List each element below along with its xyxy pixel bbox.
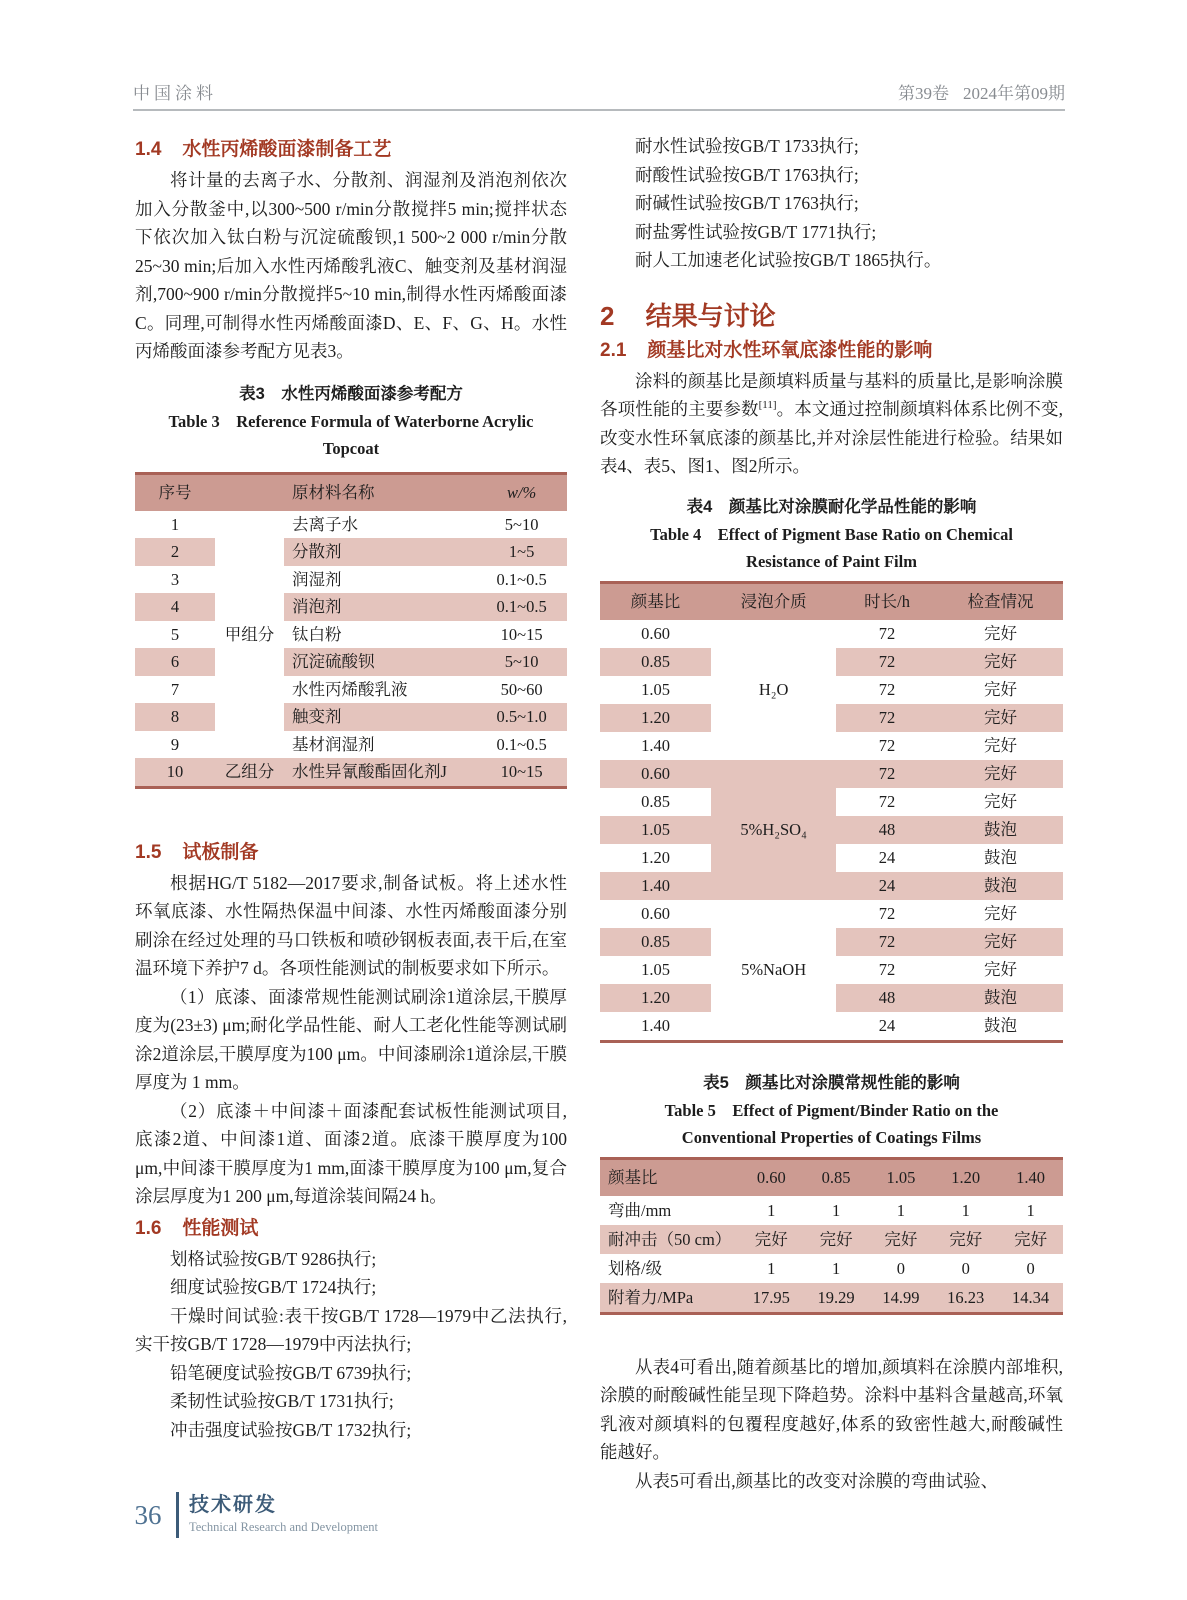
table5-header-row bbox=[600, 1158, 1063, 1196]
table-cell: 2 bbox=[135, 538, 215, 566]
table-cell: 完好 bbox=[933, 1225, 998, 1254]
table-cell: 9 bbox=[170, 734, 180, 754]
group-a-cell: 甲组分 bbox=[215, 511, 284, 759]
paragraph-2-1 bbox=[600, 367, 1063, 481]
table-row bbox=[600, 900, 1063, 928]
text-block: 涂料的颜基比是颜填料质量与基料的质量比,是影响涂膜各项性能的主要参数 bbox=[600, 370, 1063, 419]
table-cell: 72 bbox=[836, 704, 938, 732]
table-cell: 4 bbox=[135, 593, 215, 621]
test-item: 耐酸性试验按GB/T 1763执行; bbox=[635, 164, 859, 185]
section-heading-1-5 bbox=[135, 839, 567, 867]
group-b-cell: 乙组分 bbox=[215, 758, 284, 787]
table-cell: 72 bbox=[878, 623, 896, 643]
footer-section-en: Technical Research and Development bbox=[189, 1520, 378, 1534]
table-cell: 1 bbox=[767, 1258, 776, 1278]
section-heading-1-6 bbox=[135, 1215, 567, 1243]
text-block: 1.5 bbox=[135, 841, 162, 863]
table-cell: 基材润湿剂 bbox=[292, 734, 375, 754]
table4 bbox=[600, 581, 1063, 1043]
table-row bbox=[135, 538, 567, 566]
table-cell: 颜基比 bbox=[600, 582, 711, 620]
table-row bbox=[135, 703, 567, 731]
table-cell: 0.85 bbox=[600, 928, 711, 956]
table-cell: 完好 bbox=[938, 760, 1063, 788]
table-row bbox=[600, 1225, 1063, 1254]
table-cell: 润湿剂 bbox=[292, 569, 342, 589]
test-item: 耐水性试验按GB/T 1733执行; bbox=[635, 136, 859, 156]
table-cell: 1.40 bbox=[641, 735, 670, 755]
table-row bbox=[135, 758, 567, 787]
table-cell: 完好 bbox=[804, 1225, 869, 1254]
table-cell: 1 bbox=[961, 1200, 970, 1220]
paragraph-discussion-t4: 从表4可看出,随着颜基比的增加,颜填料在涂膜内部堆积,涂膜的耐酸碱性能呈现下降趋势。涂料中基料含量越高,环氧乳液对颜填料的包覆程度越好,体系的致密性越大,耐酸碱性能越好。 bbox=[600, 1356, 1063, 1462]
table3 bbox=[135, 472, 567, 789]
table-cell: 0.60 bbox=[641, 623, 670, 643]
table-cell: 0.60 bbox=[600, 760, 711, 788]
table-cell: 完好 bbox=[983, 623, 1017, 643]
paragraph-1-5a: 根据HG/T 5182—2017要求,制备试板。将上述水性环氧底漆、水性隔热保温中间漆、水性丙烯酸面漆分别刷涂在经过处理的马口铁板和喷砂钢板表面,表干后,在室温环境下养护7 d。各项性能测试的制板要求如下所示。 bbox=[135, 872, 567, 978]
table-cell: 1 bbox=[170, 514, 180, 534]
table-cell: 1.40 bbox=[600, 872, 711, 900]
footer-divider bbox=[176, 1492, 179, 1538]
table-cell: 完好 bbox=[938, 648, 1063, 676]
left-column bbox=[135, 132, 567, 1444]
table-cell: 1.05 bbox=[869, 1158, 934, 1196]
text-block: 试板制备 bbox=[182, 841, 259, 863]
table-cell: 0.60 bbox=[739, 1158, 804, 1196]
table-cell: 触变剂 bbox=[284, 703, 476, 731]
table-cell: 10 bbox=[135, 758, 215, 787]
table-row bbox=[600, 760, 1063, 788]
table4-title-cn: 表4 颜基比对涂膜耐化学品性能的影响 bbox=[686, 497, 977, 516]
table-cell: 72 bbox=[878, 791, 896, 811]
table-cell: 完好 bbox=[983, 735, 1017, 755]
table-cell bbox=[215, 473, 284, 511]
table-cell: 弯曲/mm bbox=[608, 1200, 672, 1220]
table-cell: 0.85 bbox=[641, 791, 670, 811]
table-cell: 完好 bbox=[938, 928, 1063, 956]
table-cell: 消泡剂 bbox=[284, 593, 476, 621]
text-block bbox=[135, 473, 567, 787]
table-cell: 完好 bbox=[983, 903, 1017, 923]
table5-title-en: Table 5 Effect of Pigment/Binder Ratio on the bbox=[664, 1100, 999, 1120]
table-cell: 沉淀硫酸钡 bbox=[284, 648, 476, 676]
test-item: 柔韧性试验按GB/T 1731执行; bbox=[170, 1391, 394, 1411]
table-cell: 24 bbox=[878, 847, 896, 867]
page-number: 36 bbox=[134, 1500, 162, 1530]
section-heading-1-4 bbox=[135, 136, 567, 164]
table-cell: 5 bbox=[170, 624, 180, 644]
table-cell: 1~5 bbox=[476, 538, 567, 566]
table3-title-en: Table 3 Reference Formula of Waterborne Acrylic bbox=[168, 411, 534, 431]
table-cell: 1 bbox=[1026, 1200, 1035, 1220]
table-cell: 1 bbox=[896, 1200, 906, 1220]
table-cell: 5~10 bbox=[476, 648, 567, 676]
table-row bbox=[600, 1196, 1063, 1225]
table-cell: 0.85 bbox=[600, 648, 711, 676]
table-cell: 水性丙烯酸乳液 bbox=[292, 679, 408, 699]
text-block: 1.4 bbox=[135, 139, 162, 160]
table5 bbox=[600, 1157, 1063, 1315]
text-block: 。本文通过控制颜填料体系比例不变,改变水性环氧底漆的颜基比,并对涂层性能进行检验。结果如表4、表5、图1、图2所示。 bbox=[600, 399, 1063, 476]
test-item: 耐碱性试验按GB/T 1763执行; bbox=[635, 193, 859, 213]
table-cell: 完好 bbox=[739, 1225, 804, 1254]
table-cell: 鼓泡 bbox=[938, 872, 1063, 900]
table-row bbox=[135, 648, 567, 676]
table-cell: 1.05 bbox=[600, 816, 711, 844]
table-row bbox=[135, 566, 567, 594]
table4-title-en2: Resistance of Paint Film bbox=[746, 551, 917, 571]
table-cell: 48 bbox=[836, 816, 938, 844]
table-cell: 10~15 bbox=[500, 624, 543, 644]
table-cell: 1 bbox=[831, 1200, 841, 1220]
table-cell: 14.99 bbox=[869, 1283, 934, 1314]
table-cell: 1.20 bbox=[600, 704, 711, 732]
table-cell: 附着力/MPa bbox=[600, 1283, 739, 1314]
table-cell: 14.34 bbox=[998, 1283, 1063, 1314]
table-row bbox=[135, 621, 567, 649]
table-cell: 6 bbox=[135, 648, 215, 676]
table-cell: 24 bbox=[836, 872, 938, 900]
table-cell: 8 bbox=[135, 703, 215, 731]
text-block: 颜基比对水性环氧底漆性能的影响 bbox=[647, 339, 933, 361]
table-cell: 鼓泡 bbox=[938, 816, 1063, 844]
table3-header-row bbox=[135, 473, 567, 511]
table4-header-row bbox=[600, 582, 1063, 620]
issue-text: 2024年第09期 bbox=[963, 84, 1065, 103]
table-cell: 72 bbox=[836, 760, 938, 788]
paragraph-1-5b: （1）底漆、面漆常规性能测试刷涂1道涂层,干膜厚度为(23±3) μm;耐化学品性能、耐人工老化性能等测试刷涂2道涂层,干膜厚度为100 μm。中间漆刷涂1道涂层,干膜厚度为 1 mm。 bbox=[135, 986, 567, 1092]
table-cell: 48 bbox=[836, 984, 938, 1012]
table-cell: 0.1~0.5 bbox=[496, 569, 547, 589]
test-item: 耐盐雾性试验按GB/T 1771执行; bbox=[635, 221, 877, 242]
journal-name: 中国涂料 bbox=[133, 84, 217, 103]
test-item: 冲击强度试验按GB/T 1732执行; bbox=[170, 1419, 412, 1440]
test-item: 划格试验按GB/T 9286执行; bbox=[170, 1248, 377, 1269]
table-cell: 1 bbox=[831, 1258, 841, 1278]
table-cell: 5~10 bbox=[504, 514, 539, 534]
table-cell: 1.40 bbox=[998, 1158, 1063, 1196]
table5-title bbox=[600, 1069, 1063, 1151]
table-cell: 完好 bbox=[983, 679, 1017, 699]
volume-issue bbox=[898, 79, 1065, 104]
table-cell: 完好 bbox=[998, 1225, 1063, 1254]
test-item: 细度试验按GB/T 1724执行; bbox=[170, 1277, 377, 1297]
table-row bbox=[600, 1283, 1063, 1314]
table-cell: 19.29 bbox=[804, 1283, 869, 1314]
table-cell: 1.20 bbox=[933, 1158, 998, 1196]
table-cell: 1 bbox=[767, 1200, 776, 1220]
paragraph-1-4: 将计量的去离子水、分散剂、润湿剂及消泡剂依次加入分散釜中,以300~500 r/min分散搅拌5 min;搅拌状态下依次加入钛白粉与沉淀硫酸钡,1 500~2 000 r/min分散25~30 min;后加入水性丙烯酸乳液C、触变剂及基材润湿剂,700~900 r/min分散搅拌5~10 min,制得水性丙烯酸面漆C。同理,可制得水性丙烯酸面漆D、E、F、G、H。水性丙烯酸面漆参考配方见表3。 bbox=[135, 170, 567, 361]
table-cell: w/% bbox=[476, 473, 567, 511]
table-cell: 72 bbox=[878, 735, 896, 755]
text-block: 水性丙烯酸面漆制备工艺 bbox=[182, 139, 392, 160]
text-block: 结果与讨论 bbox=[645, 300, 776, 331]
table3-title-en2: Topcoat bbox=[322, 438, 380, 458]
section-heading-2-1 bbox=[600, 337, 1063, 365]
table-cell: 17.95 bbox=[739, 1283, 804, 1314]
table-cell: 0.85 bbox=[804, 1158, 869, 1196]
text-block: 2 bbox=[600, 300, 615, 331]
text-block: 性能测试 bbox=[182, 1217, 259, 1239]
table-row bbox=[135, 511, 567, 539]
table3-title bbox=[135, 380, 567, 462]
table-cell: 完好 bbox=[983, 791, 1017, 811]
text-block: 1.6 bbox=[135, 1217, 162, 1239]
table-cell: 1.20 bbox=[641, 847, 670, 867]
table-cell: 完好 bbox=[869, 1225, 934, 1254]
table5-title-en2: Conventional Properties of Coatings Films bbox=[681, 1127, 982, 1147]
table-cell: 检查情况 bbox=[938, 582, 1063, 620]
section-heading-2 bbox=[600, 299, 1063, 333]
table-cell: 鼓泡 bbox=[938, 984, 1063, 1012]
table-cell: 50~60 bbox=[500, 679, 543, 699]
table5-title-cn: 表5 颜基比对涂膜常规性能的影响 bbox=[703, 1073, 960, 1092]
table-cell: 0.5~1.0 bbox=[476, 703, 567, 731]
table-cell: 1.05 bbox=[641, 959, 670, 979]
table-cell: 16.23 bbox=[933, 1283, 998, 1314]
table-cell: 1.05 bbox=[641, 679, 670, 699]
table-cell: 耐冲击（50 cm） bbox=[600, 1225, 739, 1254]
table-cell: 1.20 bbox=[600, 984, 711, 1012]
medium-h2o-cell: H₂O bbox=[711, 620, 836, 760]
table3-title-cn: 表3 水性丙烯酸面漆参考配方 bbox=[239, 384, 463, 403]
table-cell: 72 bbox=[878, 903, 896, 923]
table-cell: 0.60 bbox=[641, 903, 670, 923]
citation-ref: [11] bbox=[758, 399, 777, 412]
test-item: 铅笔硬度试验按GB/T 6739执行; bbox=[170, 1362, 412, 1383]
table-cell: 完好 bbox=[983, 959, 1017, 979]
table-cell: 原材料名称 bbox=[284, 473, 476, 511]
table-row bbox=[135, 731, 567, 759]
paragraph-1-5c: （2）底漆＋中间漆＋面漆配套试板性能测试项目,底漆2道、中间漆1道、面漆2道。底漆干膜厚度为100 μm,中间漆干膜厚度为1 mm,面漆干膜厚度为100 μm,复合涂层厚度为1 200 μm,每道涂装间隔24 h。 bbox=[135, 1100, 567, 1206]
footer-section bbox=[189, 1492, 378, 1536]
table-cell: 0 bbox=[961, 1258, 970, 1278]
text-block: 2.1 bbox=[600, 339, 627, 361]
volume-text: 第39卷 bbox=[898, 84, 949, 103]
table-cell: 浸泡介质 bbox=[711, 582, 836, 620]
table-row bbox=[600, 620, 1063, 648]
table-row bbox=[135, 676, 567, 704]
table-cell: 0.1~0.5 bbox=[496, 734, 547, 754]
table-cell: 分散剂 bbox=[284, 538, 476, 566]
table-cell: 10~15 bbox=[476, 758, 567, 787]
table-cell: 去离子水 bbox=[292, 514, 359, 534]
table-cell: 划格/级 bbox=[608, 1258, 663, 1278]
table-cell: 1.40 bbox=[641, 1015, 670, 1035]
table-cell: 0 bbox=[1026, 1258, 1035, 1278]
test-item: 耐人工加速老化试验按GB/T 1865执行。 bbox=[635, 250, 942, 270]
table-cell: 完好 bbox=[938, 704, 1063, 732]
table-cell: 72 bbox=[878, 959, 896, 979]
medium-naoh-cell: 5%NaOH bbox=[711, 900, 836, 1042]
table-cell: 鼓泡 bbox=[983, 847, 1017, 867]
page-footer bbox=[130, 1492, 378, 1538]
table4-title bbox=[600, 493, 1063, 575]
text-block bbox=[600, 1158, 1063, 1313]
footer-section-cn: 技术研发 bbox=[189, 1494, 277, 1516]
table-cell: 序号 bbox=[135, 473, 215, 511]
table-cell: 24 bbox=[878, 1015, 896, 1035]
table-cell: 72 bbox=[836, 648, 938, 676]
table-cell: 时长/h bbox=[836, 582, 938, 620]
table-row bbox=[600, 1254, 1063, 1283]
medium-h2so4-cell: 5%H₂SO₄ bbox=[711, 760, 836, 900]
page-header bbox=[133, 74, 1065, 111]
table-cell: 0 bbox=[896, 1258, 906, 1278]
table-cell: 颜基比 bbox=[600, 1158, 739, 1196]
table-cell: 钛白粉 bbox=[292, 624, 342, 644]
table4-title-en: Table 4 Effect of Pigment Base Ratio on Chemical bbox=[650, 524, 1013, 544]
table-cell: 72 bbox=[836, 928, 938, 956]
table-cell: 水性异氰酸酯固化剂J bbox=[284, 758, 476, 787]
table-cell: 7 bbox=[170, 679, 180, 699]
table-cell: 3 bbox=[170, 569, 180, 589]
right-column bbox=[600, 132, 1063, 1495]
table-cell: 鼓泡 bbox=[983, 1015, 1017, 1035]
table-row bbox=[135, 593, 567, 621]
text-block bbox=[600, 582, 1063, 1041]
test-item: 干燥时间试验:表干按GB/T 1728—1979中乙法执行,实干按GB/T 1728—1979中丙法执行; bbox=[135, 1305, 567, 1354]
table-cell: 72 bbox=[878, 679, 896, 699]
table-cell: 0.1~0.5 bbox=[476, 593, 567, 621]
paragraph-discussion-t5: 从表5可看出,颜基比的改变对涂膜的弯曲试验、 bbox=[635, 1470, 999, 1491]
